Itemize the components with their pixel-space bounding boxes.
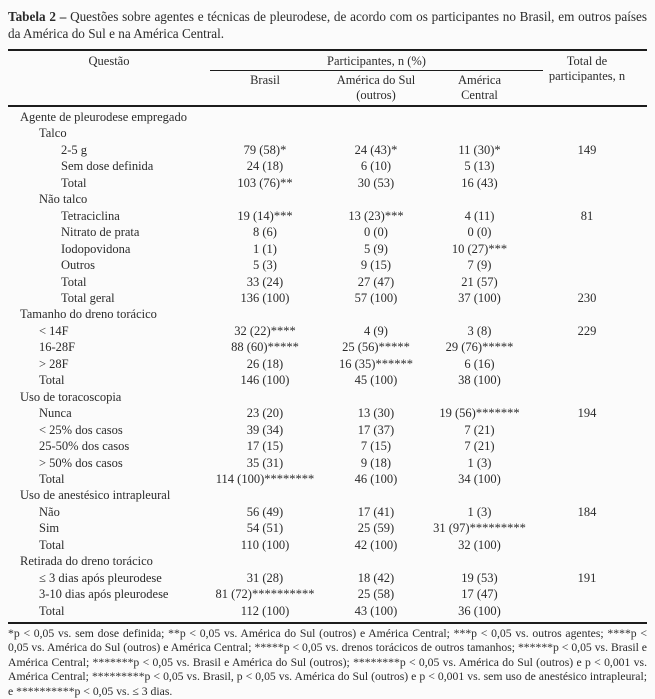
row-cell-brasil xyxy=(210,306,320,322)
row-cell-brasil xyxy=(210,109,320,125)
table-row xyxy=(8,323,647,339)
table-caption xyxy=(8,8,647,42)
row-cell-brasil: 5 (3) xyxy=(253,258,277,273)
row-cell-america-central: 1 (3) xyxy=(467,504,492,519)
row-cell-america-central: 7 (21) xyxy=(464,422,495,437)
row-label: 2-5 g xyxy=(61,142,88,157)
table-row xyxy=(8,191,647,207)
row-label: Total xyxy=(39,603,65,618)
row-cell-total xyxy=(527,471,647,487)
table-row xyxy=(8,405,647,421)
row-label: Total geral xyxy=(61,290,115,305)
table-row xyxy=(8,306,647,322)
row-cell-total: 229 xyxy=(577,323,597,338)
row-cell-brasil: 1 (1) xyxy=(253,241,277,256)
row-cell-brasil: 33 (24) xyxy=(246,274,284,289)
row-cell-total xyxy=(527,603,647,619)
row-cell-total xyxy=(527,537,647,553)
row-cell-america-central: 3 (8) xyxy=(467,323,492,338)
table-row xyxy=(8,224,647,240)
table-row xyxy=(8,471,647,487)
row-cell-brasil xyxy=(210,553,320,569)
table-row xyxy=(8,537,647,553)
row-cell-brasil: 19 (14)*** xyxy=(237,208,293,223)
data-table xyxy=(8,49,647,699)
row-cell-america-do-sul xyxy=(320,306,432,322)
table-row xyxy=(8,142,647,158)
row-cell-america-central xyxy=(432,109,527,125)
table-header xyxy=(8,49,647,107)
row-label: ≤ 3 dias após pleurodese xyxy=(39,570,162,585)
table-row xyxy=(8,158,647,174)
row-label: Não xyxy=(39,504,60,519)
row-cell-america-do-sul: 13 (23)*** xyxy=(348,208,404,223)
row-cell-america-do-sul: 9 (15) xyxy=(360,258,392,273)
row-label: > 50% dos casos xyxy=(39,455,123,470)
row-label: Sim xyxy=(39,521,60,536)
row-cell-total xyxy=(527,487,647,503)
row-cell-total xyxy=(527,520,647,536)
row-cell-total xyxy=(527,306,647,322)
row-cell-brasil: 26 (18) xyxy=(246,356,284,371)
table-row xyxy=(8,603,647,619)
row-cell-total xyxy=(527,455,647,471)
row-cell-america-central: 36 (100) xyxy=(458,603,501,618)
row-cell-brasil: 54 (51) xyxy=(246,521,284,536)
row-cell-brasil: 17 (15) xyxy=(246,439,284,454)
row-label: Talco xyxy=(39,126,67,141)
table-row xyxy=(8,438,647,454)
row-cell-brasil: 31 (28) xyxy=(246,570,284,585)
table-row xyxy=(8,455,647,471)
row-cell-brasil: 35 (31) xyxy=(246,455,284,470)
row-cell-america-central: 34 (100) xyxy=(458,471,501,486)
row-cell-america-do-sul xyxy=(320,191,432,207)
row-cell-america-do-sul xyxy=(320,487,432,503)
row-cell-america-do-sul: 7 (15) xyxy=(360,439,392,454)
table-row xyxy=(8,257,647,273)
row-cell-america-do-sul: 42 (100) xyxy=(354,537,398,552)
table-row xyxy=(8,586,647,602)
table-row xyxy=(8,356,647,372)
row-cell-america-central: 38 (100) xyxy=(458,373,501,388)
row-cell-total xyxy=(527,553,647,569)
row-label: Uso de anestésico intrapleural xyxy=(20,488,171,503)
row-cell-america-do-sul: 43 (100) xyxy=(354,603,398,618)
row-cell-america-do-sul: 24 (43)* xyxy=(354,142,398,157)
row-cell-america-central: 21 (57) xyxy=(461,274,498,289)
row-cell-america-central: 0 (0) xyxy=(467,225,492,240)
row-cell-brasil: 79 (58)* xyxy=(243,142,287,157)
row-cell-brasil xyxy=(210,125,320,141)
table-row xyxy=(8,109,647,125)
row-label: Tamanho do dreno torácico xyxy=(20,307,157,322)
table-body xyxy=(8,107,647,624)
row-cell-america-do-sul: 17 (37) xyxy=(357,422,395,437)
row-cell-brasil: 56 (49) xyxy=(246,504,284,519)
row-cell-america-do-sul: 45 (100) xyxy=(354,373,398,388)
row-label: Total xyxy=(61,175,87,190)
header-america-central: América Central xyxy=(457,73,502,102)
header-total-participantes: Total de participantes, n xyxy=(548,54,626,83)
row-label: 16-28F xyxy=(39,340,76,355)
row-cell-total xyxy=(527,125,647,141)
row-cell-america-do-sul: 17 (41) xyxy=(357,504,395,519)
row-cell-america-central: 7 (21) xyxy=(464,439,495,454)
table-row xyxy=(8,389,647,405)
row-cell-america-do-sul: 18 (42) xyxy=(357,570,395,585)
row-cell-america-central xyxy=(432,191,527,207)
row-cell-total xyxy=(527,356,647,372)
table-row xyxy=(8,504,647,520)
table-row xyxy=(8,274,647,290)
row-label: Tetraciclina xyxy=(61,208,120,223)
row-cell-brasil: 112 (100) xyxy=(240,603,290,618)
row-label: 25-50% dos casos xyxy=(39,439,130,454)
row-cell-america-central: 29 (76)***** xyxy=(445,340,514,355)
header-america-do-sul: América do Sul (outros) xyxy=(336,73,416,102)
row-label: Total xyxy=(61,274,87,289)
row-cell-america-central: 4 (11) xyxy=(464,208,495,223)
row-cell-total: 81 xyxy=(580,208,594,223)
row-cell-total xyxy=(527,241,647,257)
row-cell-america-do-sul: 4 (9) xyxy=(364,323,388,338)
row-cell-america-do-sul: 25 (58) xyxy=(357,587,395,602)
row-cell-total: 184 xyxy=(577,504,597,519)
row-label: Nitrato de prata xyxy=(61,225,140,240)
header-questao: Questão xyxy=(88,54,130,68)
row-cell-total: 230 xyxy=(577,290,597,305)
row-cell-america-do-sul: 9 (18) xyxy=(360,455,392,470)
table-row xyxy=(8,520,647,536)
row-cell-total xyxy=(527,339,647,355)
row-cell-total xyxy=(527,389,647,405)
row-cell-america-central: 32 (100) xyxy=(458,537,501,552)
row-cell-america-do-sul: 6 (10) xyxy=(360,159,392,174)
row-cell-america-central: 6 (16) xyxy=(464,356,495,371)
row-label: Total xyxy=(39,537,65,552)
row-cell-total xyxy=(527,191,647,207)
row-cell-total xyxy=(527,224,647,240)
row-cell-america-central: 19 (56)******* xyxy=(439,406,520,421)
row-label: Outros xyxy=(61,258,96,273)
row-cell-america-do-sul: 16 (35)****** xyxy=(339,356,413,371)
row-cell-brasil: 103 (76)** xyxy=(237,175,293,190)
table-row xyxy=(8,339,647,355)
row-cell-brasil: 24 (18) xyxy=(246,159,284,174)
row-cell-america-do-sul: 25 (56)***** xyxy=(342,340,410,355)
row-cell-brasil: 136 (100) xyxy=(240,290,290,305)
row-cell-total xyxy=(527,586,647,602)
row-cell-america-do-sul xyxy=(320,553,432,569)
table-row xyxy=(8,570,647,586)
row-cell-brasil: 110 (100) xyxy=(240,537,290,552)
row-cell-america-central xyxy=(432,306,527,322)
row-cell-america-do-sul: 0 (0) xyxy=(364,225,388,240)
row-label: Agente de pleurodese empregado xyxy=(20,110,187,124)
row-cell-america-central xyxy=(432,487,527,503)
row-cell-total: 194 xyxy=(577,406,597,421)
table-row xyxy=(8,553,647,569)
row-label: < 14F xyxy=(39,323,69,338)
row-label: Uso de toracoscopia xyxy=(20,389,122,404)
table-caption-text: Questões sobre agentes e técnicas de pleurodese, de acordo com os participantes no Brasil, em outros países da América do Sul e na América Central. xyxy=(8,9,648,41)
row-cell-total xyxy=(527,438,647,454)
row-cell-america-do-sul: 5 (9) xyxy=(364,241,388,256)
row-cell-america-do-sul: 46 (100) xyxy=(354,471,398,486)
table-caption-number: Tabela 2 – xyxy=(8,9,67,24)
row-cell-total xyxy=(527,422,647,438)
row-cell-america-central: 19 (53) xyxy=(461,570,498,585)
row-label: Nunca xyxy=(39,406,72,421)
row-cell-brasil: 23 (20) xyxy=(246,406,284,421)
row-cell-total xyxy=(527,274,647,290)
row-cell-brasil: 32 (22)**** xyxy=(234,323,296,338)
row-cell-brasil: 81 (72)********** xyxy=(215,587,315,602)
row-label: Não talco xyxy=(39,192,88,207)
row-cell-america-do-sul xyxy=(320,109,432,125)
row-cell-brasil xyxy=(210,191,320,207)
row-cell-brasil xyxy=(210,389,320,405)
row-label: Total xyxy=(39,373,65,388)
row-cell-brasil: 8 (6) xyxy=(253,225,277,240)
row-cell-america-do-sul: 30 (53) xyxy=(357,175,395,190)
row-cell-america-do-sul xyxy=(320,389,432,405)
row-cell-brasil: 39 (34) xyxy=(246,422,284,437)
row-cell-brasil: 114 (100)******** xyxy=(215,471,315,486)
row-label: Sem dose definida xyxy=(61,159,154,174)
row-cell-america-central: 5 (13) xyxy=(464,159,495,174)
row-cell-america-do-sul xyxy=(320,125,432,141)
row-cell-brasil xyxy=(210,487,320,503)
table-row xyxy=(8,125,647,141)
row-cell-total: 191 xyxy=(577,570,597,585)
row-cell-total xyxy=(527,109,647,125)
table-row xyxy=(8,422,647,438)
row-cell-america-central: 31 (97)********* xyxy=(433,521,526,536)
row-label: Retirada do dreno torácico xyxy=(20,554,153,569)
header-brasil: Brasil xyxy=(250,73,280,87)
table-row xyxy=(8,241,647,257)
row-cell-america-central: 37 (100) xyxy=(458,290,501,305)
row-label: < 25% dos casos xyxy=(39,422,123,437)
table-footnote: *p < 0,05 vs. sem dose definida; **p < 0,05 vs. América do Sul (outros) e América Central; ***p < 0,05 vs. outros agentes; ****p < 0,05 vs. América do Sul (outros) e América Central; *****p < 0,05 vs. drenos torácicos de outros tamanhos; ******p < 0,05 vs. Brasil e América Central; *******p < 0,05 vs. Brasil e América do Sul (outros); ********p < 0,05 vs. América do Sul (outros) e p < 0,001 vs. América Central; *********p < 0,05 vs. Brasil, p < 0,05 vs. América do Sul (outros) e p < 0,001 vs. sem uso de anestésico intrapleural; e **********p < 0,05 vs. ≤ 3 dias. xyxy=(8,627,647,698)
header-participantes-group: Participantes, n (%) xyxy=(210,52,543,71)
row-cell-total xyxy=(527,372,647,388)
table-row xyxy=(8,175,647,191)
row-cell-america-central: 17 (47) xyxy=(461,587,498,602)
row-cell-america-central: 7 (9) xyxy=(467,258,492,273)
table-row xyxy=(8,372,647,388)
row-cell-america-do-sul: 13 (30) xyxy=(357,406,395,421)
row-cell-america-do-sul: 57 (100) xyxy=(354,290,398,305)
row-cell-america-central xyxy=(432,125,527,141)
row-cell-america-central xyxy=(432,389,527,405)
row-cell-america-central xyxy=(432,553,527,569)
table-row xyxy=(8,290,647,306)
row-label: Iodopovidona xyxy=(61,241,131,256)
row-cell-total: 149 xyxy=(577,142,597,157)
row-cell-america-central: 1 (3) xyxy=(467,455,492,470)
row-cell-america-central: 11 (30)* xyxy=(458,142,501,157)
row-cell-america-central: 16 (43) xyxy=(461,175,498,190)
row-cell-total xyxy=(527,257,647,273)
row-cell-brasil: 146 (100) xyxy=(240,373,290,388)
row-cell-brasil: 88 (60)***** xyxy=(231,340,299,355)
row-cell-america-central: 10 (27)*** xyxy=(451,241,508,256)
row-cell-total xyxy=(527,158,647,174)
row-cell-america-do-sul: 27 (47) xyxy=(357,274,395,289)
table-row xyxy=(8,208,647,224)
table-row xyxy=(8,487,647,503)
row-cell-total xyxy=(527,175,647,191)
row-label: 3-10 dias após pleurodese xyxy=(39,587,169,602)
row-label: Total xyxy=(39,471,65,486)
row-label: > 28F xyxy=(39,356,69,371)
row-cell-america-do-sul: 25 (59) xyxy=(357,521,395,536)
